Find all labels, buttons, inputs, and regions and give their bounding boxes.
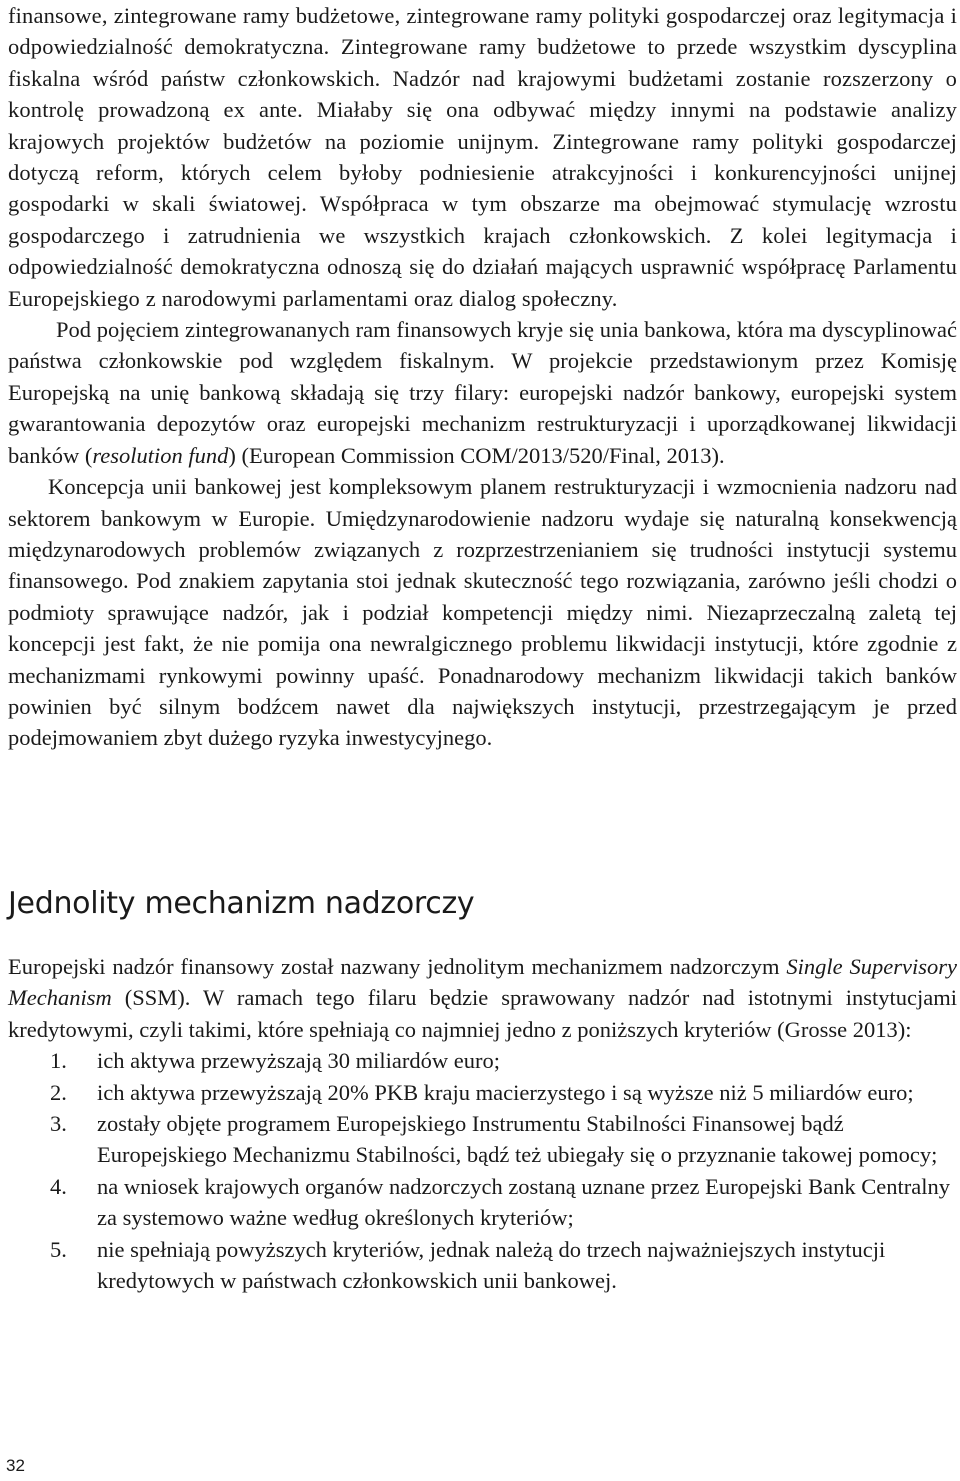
list-item-number: 5.	[50, 1236, 67, 1262]
page-number: 32	[6, 1456, 25, 1475]
list-item-text: na wniosek krajowych organów nadzorczych zostaną uznane przez Europejski Bank Centralny za systemowo ważne według określonych kryteriów;	[97, 1173, 951, 1231]
section-intro-text-b: (SSM). W ramach tego filaru będzie sprawowany nadzór nad istotnymi instytucjami kredytowymi, czyli takimi, które spełniają co najmniej jedno z poniższych kryteriów (Grosse 2013):	[8, 985, 957, 1042]
paragraph-2-text-b: ) (European Commission COM/2013/520/Final, 2013).	[228, 442, 725, 468]
paragraph-2-text-a: Pod pojęciem zintegrowananych ram finansowych kryje się unia bankowa, która ma dyscyplinować państwa członkowskie pod względem fiskalnym. W projekcie przedstawionym przez Komisję Europejską na unię bankową składają się trzy filary: europejski nadzór bankowy, europejski system gwarantowania depozytów oraz europejski mechanizm restrukturyzacji i uporządkowanej likwidacji banków (	[8, 317, 957, 468]
list-item	[8, 1045, 957, 1076]
list-item-number: 4.	[50, 1173, 67, 1199]
paragraph-2-italic: resolution fund	[92, 442, 229, 468]
paragraph-3: Koncepcja unii bankowej jest kompleksowym planem restrukturyzacji i wzmocnienia nadzoru nad sektorem bankowym w Europie. Umiędzynarodowienie nadzoru wydaje się naturalną konsekwencją międzynarodowych problemów związanych z rozprzestrzenianiem się trudności instytucji systemu finansowego. Pod znakiem zapytania stoi jednak skuteczność tego rozwiązania, zarówno jeśli chodzi o podmioty sprawujące nadzór, jak i podział kompetencji między nimi. Niezaprzeczalną zaletą tej koncepcji jest fakt, że nie pomija ona newralgicznego problemu likwidacji instytucji, które zgodnie z mechanizmami rynkowymi powinny upaść. Ponadnarodowy mechanizm likwidacji takich banków powinien być silnym bodźcem nawet dla największych instytucji, przestrzegającym je przed podejmowaniem zbyt dużego ryzyka inwestycyjnego.	[8, 474, 957, 751]
section-heading: Jednolity mechanizm nadzorczy	[8, 886, 475, 921]
paragraph-1: finansowe, zintegrowane ramy budżetowe, zintegrowane ramy polityki gospodarczej oraz legitymacja i odpowiedzialność demokratyczna. Zintegrowane ramy budżetowe to przede wszystkim dyscyplina fiskalna wśród państw członkowskich. Nadzór nad krajowymi budżetami zostanie rozszerzony o kontrolę prowadzoną ex ante. Miałaby się ona odbywać między innymi na podstawie analizy krajowych projektów budżetów na poziomie unijnym. Zintegrowane ramy polityki gospodarczej dotyczą reform, których celem byłoby podniesienie atrakcyjności i konkurencyjności unijnej gospodarki w skali światowej. Współpraca w tym obszarze ma obejmować stymulację wzrostu gospodarczego i zatrudnienia we wszystkich krajach członkowskich. Z kolei legitymacja i odpowiedzialność demokratyczna odnoszą się do działań mających usprawnić współpracę Parlamentu Europejskiego z narodowymi parlamentami oraz dialog społeczny.	[8, 3, 957, 311]
list-item-number: 1.	[50, 1048, 67, 1074]
list-item-text: zostały objęte programem Europejskiego Instrumentu Stabilności Finansowej bądź Europejskiego Mechanizmu Stabilności, bądź też ubiegały się o przyznanie takowej pomocy;	[97, 1111, 938, 1168]
list-item-text: ich aktywa przewyższają 30 miliardów euro;	[97, 1048, 500, 1074]
list-item	[8, 1077, 957, 1108]
list-item-number: 2.	[50, 1079, 67, 1105]
list-item-text: nie spełniają powyższych kryteriów, jednak należą do trzech najważniejszych instytucji kredytowych w państwach członkowskich unii bankowej.	[97, 1236, 886, 1294]
list-item	[8, 1108, 957, 1171]
list-item-number: 3.	[50, 1111, 67, 1137]
list-item	[8, 1171, 957, 1234]
list-item	[8, 1234, 957, 1297]
list-item-text: ich aktywa przewyższają 20% PKB kraju macierzystego i są wyższe niż 5 miliardów euro;	[97, 1079, 914, 1105]
section-content	[8, 951, 957, 1296]
section-intro	[8, 951, 957, 1045]
document-body	[8, 0, 957, 754]
paragraph-2	[8, 314, 957, 471]
section-intro-italic: Single Supervisory Mechanism	[8, 954, 958, 1011]
criteria-list	[8, 1045, 957, 1296]
section-intro-text-a: Europejski nadzór finansowy został nazwany jednolitym mechanizmem nadzorczym	[8, 954, 787, 979]
